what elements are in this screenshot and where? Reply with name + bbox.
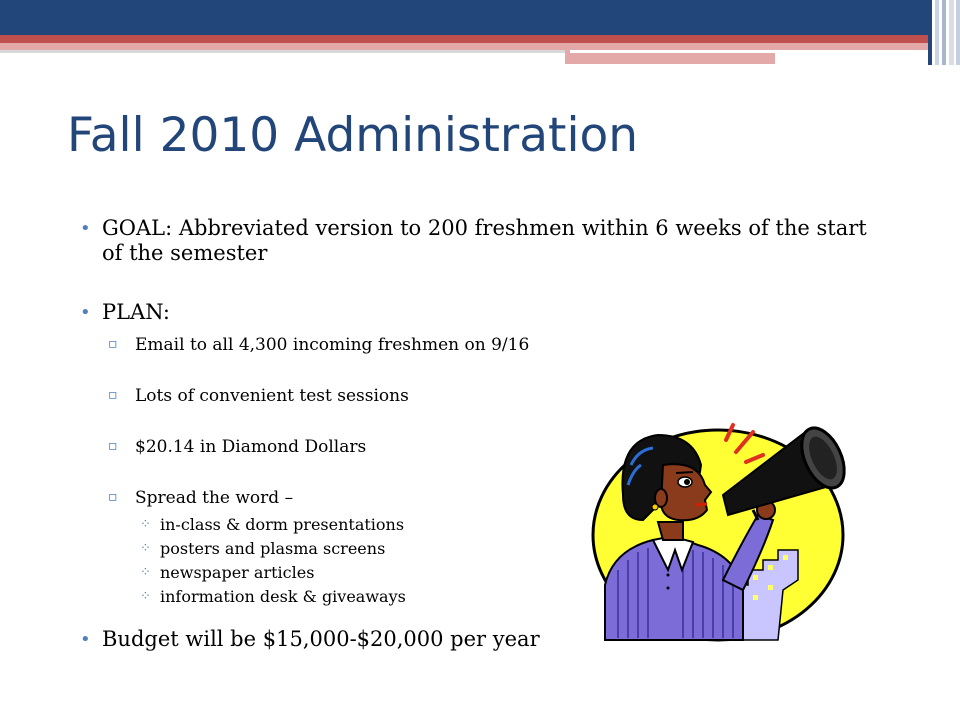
- spread-item: ⁘ newspaper articles: [80, 561, 880, 585]
- header-bar-red: [0, 35, 930, 43]
- bullet-dot-icon: •: [80, 218, 91, 239]
- spread-item: ⁘ information desk & giveaways: [80, 585, 880, 609]
- spread-item: ⁘ posters and plasma screens: [80, 537, 880, 561]
- bullet-dot-icon: •: [80, 302, 91, 323]
- square-bullet-icon: ▫: [108, 387, 118, 403]
- diamond-bullet-icon: ⁘: [140, 565, 151, 580]
- header-bar-navy: [0, 0, 930, 35]
- spread-item: ⁘ in-class & dorm presentations: [80, 513, 880, 537]
- plan-item: ▫ Spread the word –: [108, 488, 294, 508]
- square-bullet-icon: ▫: [108, 336, 118, 352]
- square-bullet-icon: ▫: [108, 489, 118, 505]
- plan-item: ▫ Lots of convenient test sessions: [108, 386, 409, 406]
- budget-text: Budget will be $15,000-$20,000 per year: [102, 627, 540, 651]
- plan-item: ▫ $20.14 in Diamond Dollars: [108, 437, 367, 457]
- bullet-dot-icon: •: [80, 629, 91, 650]
- goal-text: GOAL: Abbreviated version to 200 freshmen within 6 weeks of the start of the semester: [102, 216, 867, 265]
- header-bar-white-line: [570, 50, 890, 53]
- diamond-bullet-icon: ⁘: [140, 517, 151, 532]
- plan-item: ▫ Email to all 4,300 incoming freshmen on 9/16: [108, 335, 530, 355]
- header-vertical-stripes: [928, 0, 960, 65]
- megaphone-woman-icon: [583, 410, 873, 645]
- plan-label: PLAN:: [102, 300, 170, 324]
- bullet-plan: [80, 300, 880, 325]
- header-bar-pink: [0, 43, 930, 50]
- square-bullet-icon: ▫: [108, 438, 118, 454]
- slide-title: Fall 2010 Administration: [67, 108, 639, 163]
- diamond-bullet-icon: ⁘: [140, 589, 151, 604]
- diamond-bullet-icon: ⁘: [140, 541, 151, 556]
- header-bar-gray: [0, 50, 565, 53]
- bullet-goal: [80, 216, 892, 266]
